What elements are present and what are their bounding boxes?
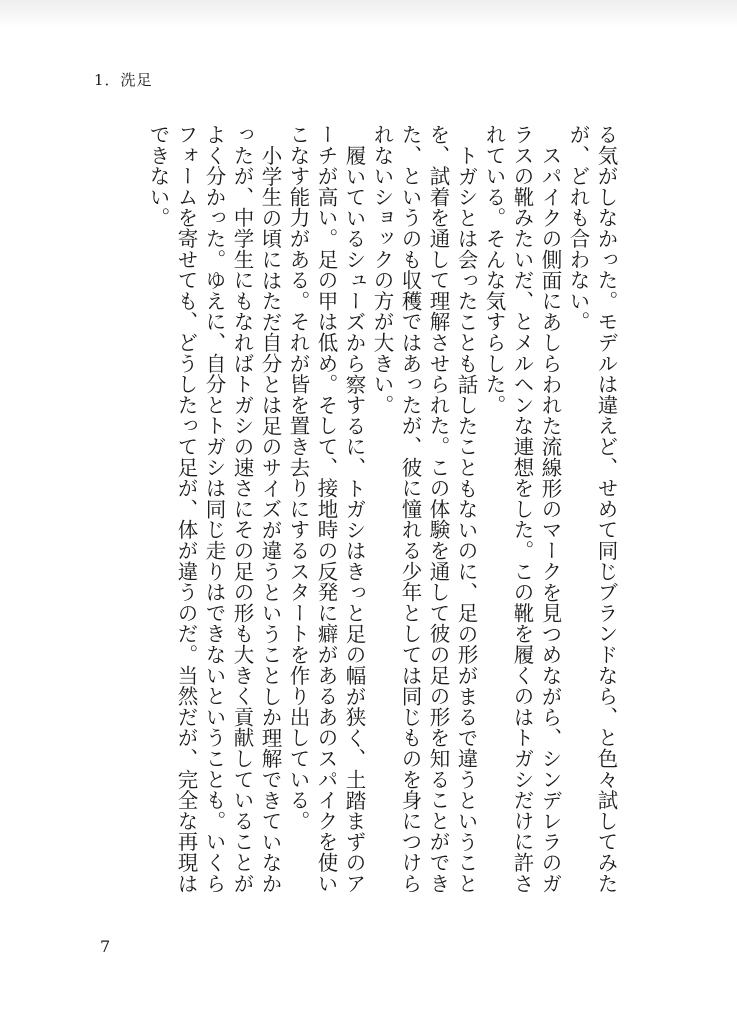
body-text [100,124,620,914]
paragraph: 小学生の頃にはただ自分とは足のサイズが違うということしか理解できていなかったが、中学生にもなればトガシの速さにその足の形も大きく貢献していることがよく分かった。ゆえに、自分とトガシは同じ走りはできないということも。いくらフォームを寄せても、どうしたって足が、体が違うのだ。当然だが、完全な再現はできない。 [146,124,282,894]
page-number: 7 [100,937,111,956]
paragraph: 履いているシューズから察するに、トガシはきっと足の幅が狭く、土踏まずのアーチが高い。足の甲は低め。そして、接地時の反発に癖があるあのスパイクを使いこなす能力がある。それが皆を置き去りにするスタートを作り出している。 [286,124,366,894]
running-header: 1．洗足 [94,71,153,89]
paragraph: スパイクの側面にあしらわれた流線形のマークを見つめながら、シンデレラのガラスの靴みたいだ、とメルヘンな連想をした。この靴を履くのはトガシだけに許されている。そんな気すらした。 [482,124,562,894]
paragraph: トガシとは会ったことも話したこともないのに、足の形がまるで違うということを、試着を通して理解させられた。この体験を通して彼の足の形を知ることができた、というのも収穫ではあったが、彼に憧れる少年としては同じものを身につけられないショックの方が大きい。 [370,124,478,894]
page-top-shadow [0,0,737,28]
paragraph: る気がしなかった。モデルは違えど、せめて同じブランドなら、と色々試してみたが、どれも合わない。 [566,124,618,894]
